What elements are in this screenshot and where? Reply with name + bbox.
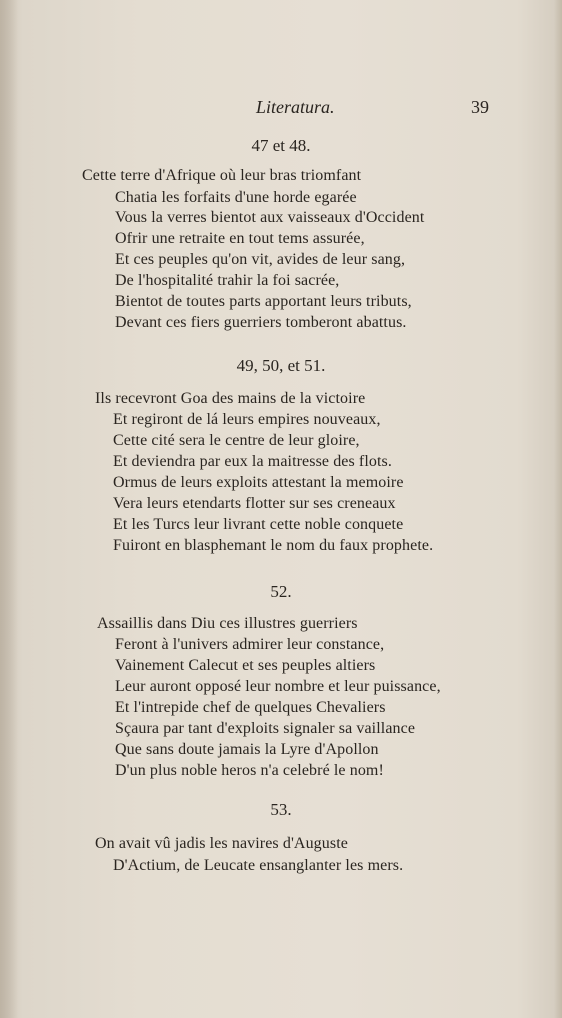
stanza-heading: 53. bbox=[270, 800, 292, 819]
verse-line: Cette cité sera le centre de leur gloire, bbox=[113, 432, 360, 449]
verse-line: Vera leurs etendarts flotter sur ses creneaux bbox=[113, 495, 396, 512]
verse-line: Ils recevront Goa des mains de la victoire bbox=[95, 390, 366, 407]
verse-line: D'un plus noble heros n'a celebré le nom! bbox=[115, 762, 384, 779]
verse-line: Devant ces fiers guerriers tomberont abattus. bbox=[115, 314, 407, 331]
verse-line: Et l'intrepide chef de quelques Chevaliers bbox=[115, 699, 386, 716]
verse-line: Et regiront de lá leurs empires nouveaux, bbox=[113, 411, 381, 428]
running-title: Literatura. bbox=[256, 97, 335, 117]
stanza-heading: 47 et 48. bbox=[251, 136, 311, 155]
verse-line: Et les Turcs leur livrant cette noble conquete bbox=[113, 516, 404, 533]
verse-line: On avait vû jadis les navires d'Auguste bbox=[95, 835, 348, 852]
verse-line: Ofrir une retraite en tout tems assurée, bbox=[115, 230, 365, 247]
page-header bbox=[0, 97, 562, 121]
verse-line: Feront à l'univers admirer leur constance, bbox=[115, 636, 385, 653]
stanza-heading: 52. bbox=[270, 582, 292, 601]
verse-line: Bientot de toutes parts apportant leurs tributs, bbox=[115, 293, 412, 310]
page-number: 39 bbox=[471, 97, 489, 117]
verse-line: Fuiront en blasphemant le nom du faux prophete. bbox=[113, 537, 434, 554]
verse-line: Que sans doute jamais la Lyre d'Apollon bbox=[115, 741, 379, 758]
verse-line: Assaillis dans Diu ces illustres guerriers bbox=[97, 615, 358, 632]
verse-line: Leur auront opposé leur nombre et leur puissance, bbox=[115, 678, 441, 695]
verse-line: Ormus de leurs exploits attestant la memoire bbox=[113, 474, 404, 491]
verse-line: Et deviendra par eux la maitresse des flots. bbox=[113, 453, 392, 470]
verse-line: Vainement Calecut et ses peuples altiers bbox=[115, 657, 376, 674]
stanza-heading: 49, 50, et 51. bbox=[236, 356, 326, 375]
verse-line: De l'hospitalité trahir la foi sacrée, bbox=[115, 272, 340, 289]
verse-line: Sçaura par tant d'exploits signaler sa vaillance bbox=[115, 720, 416, 737]
verse-line: Cette terre d'Afrique où leur bras triomfant bbox=[82, 167, 362, 184]
verse-line: Chatia les forfaits d'une horde egarée bbox=[115, 189, 357, 206]
verse-line: Vous la verres bientot aux vaisseaux d'Occident bbox=[115, 209, 425, 226]
verse-line: D'Actium, de Leucate ensanglanter les mers. bbox=[113, 857, 404, 874]
verse-line: Et ces peuples qu'on vit, avides de leur sang, bbox=[115, 251, 406, 268]
